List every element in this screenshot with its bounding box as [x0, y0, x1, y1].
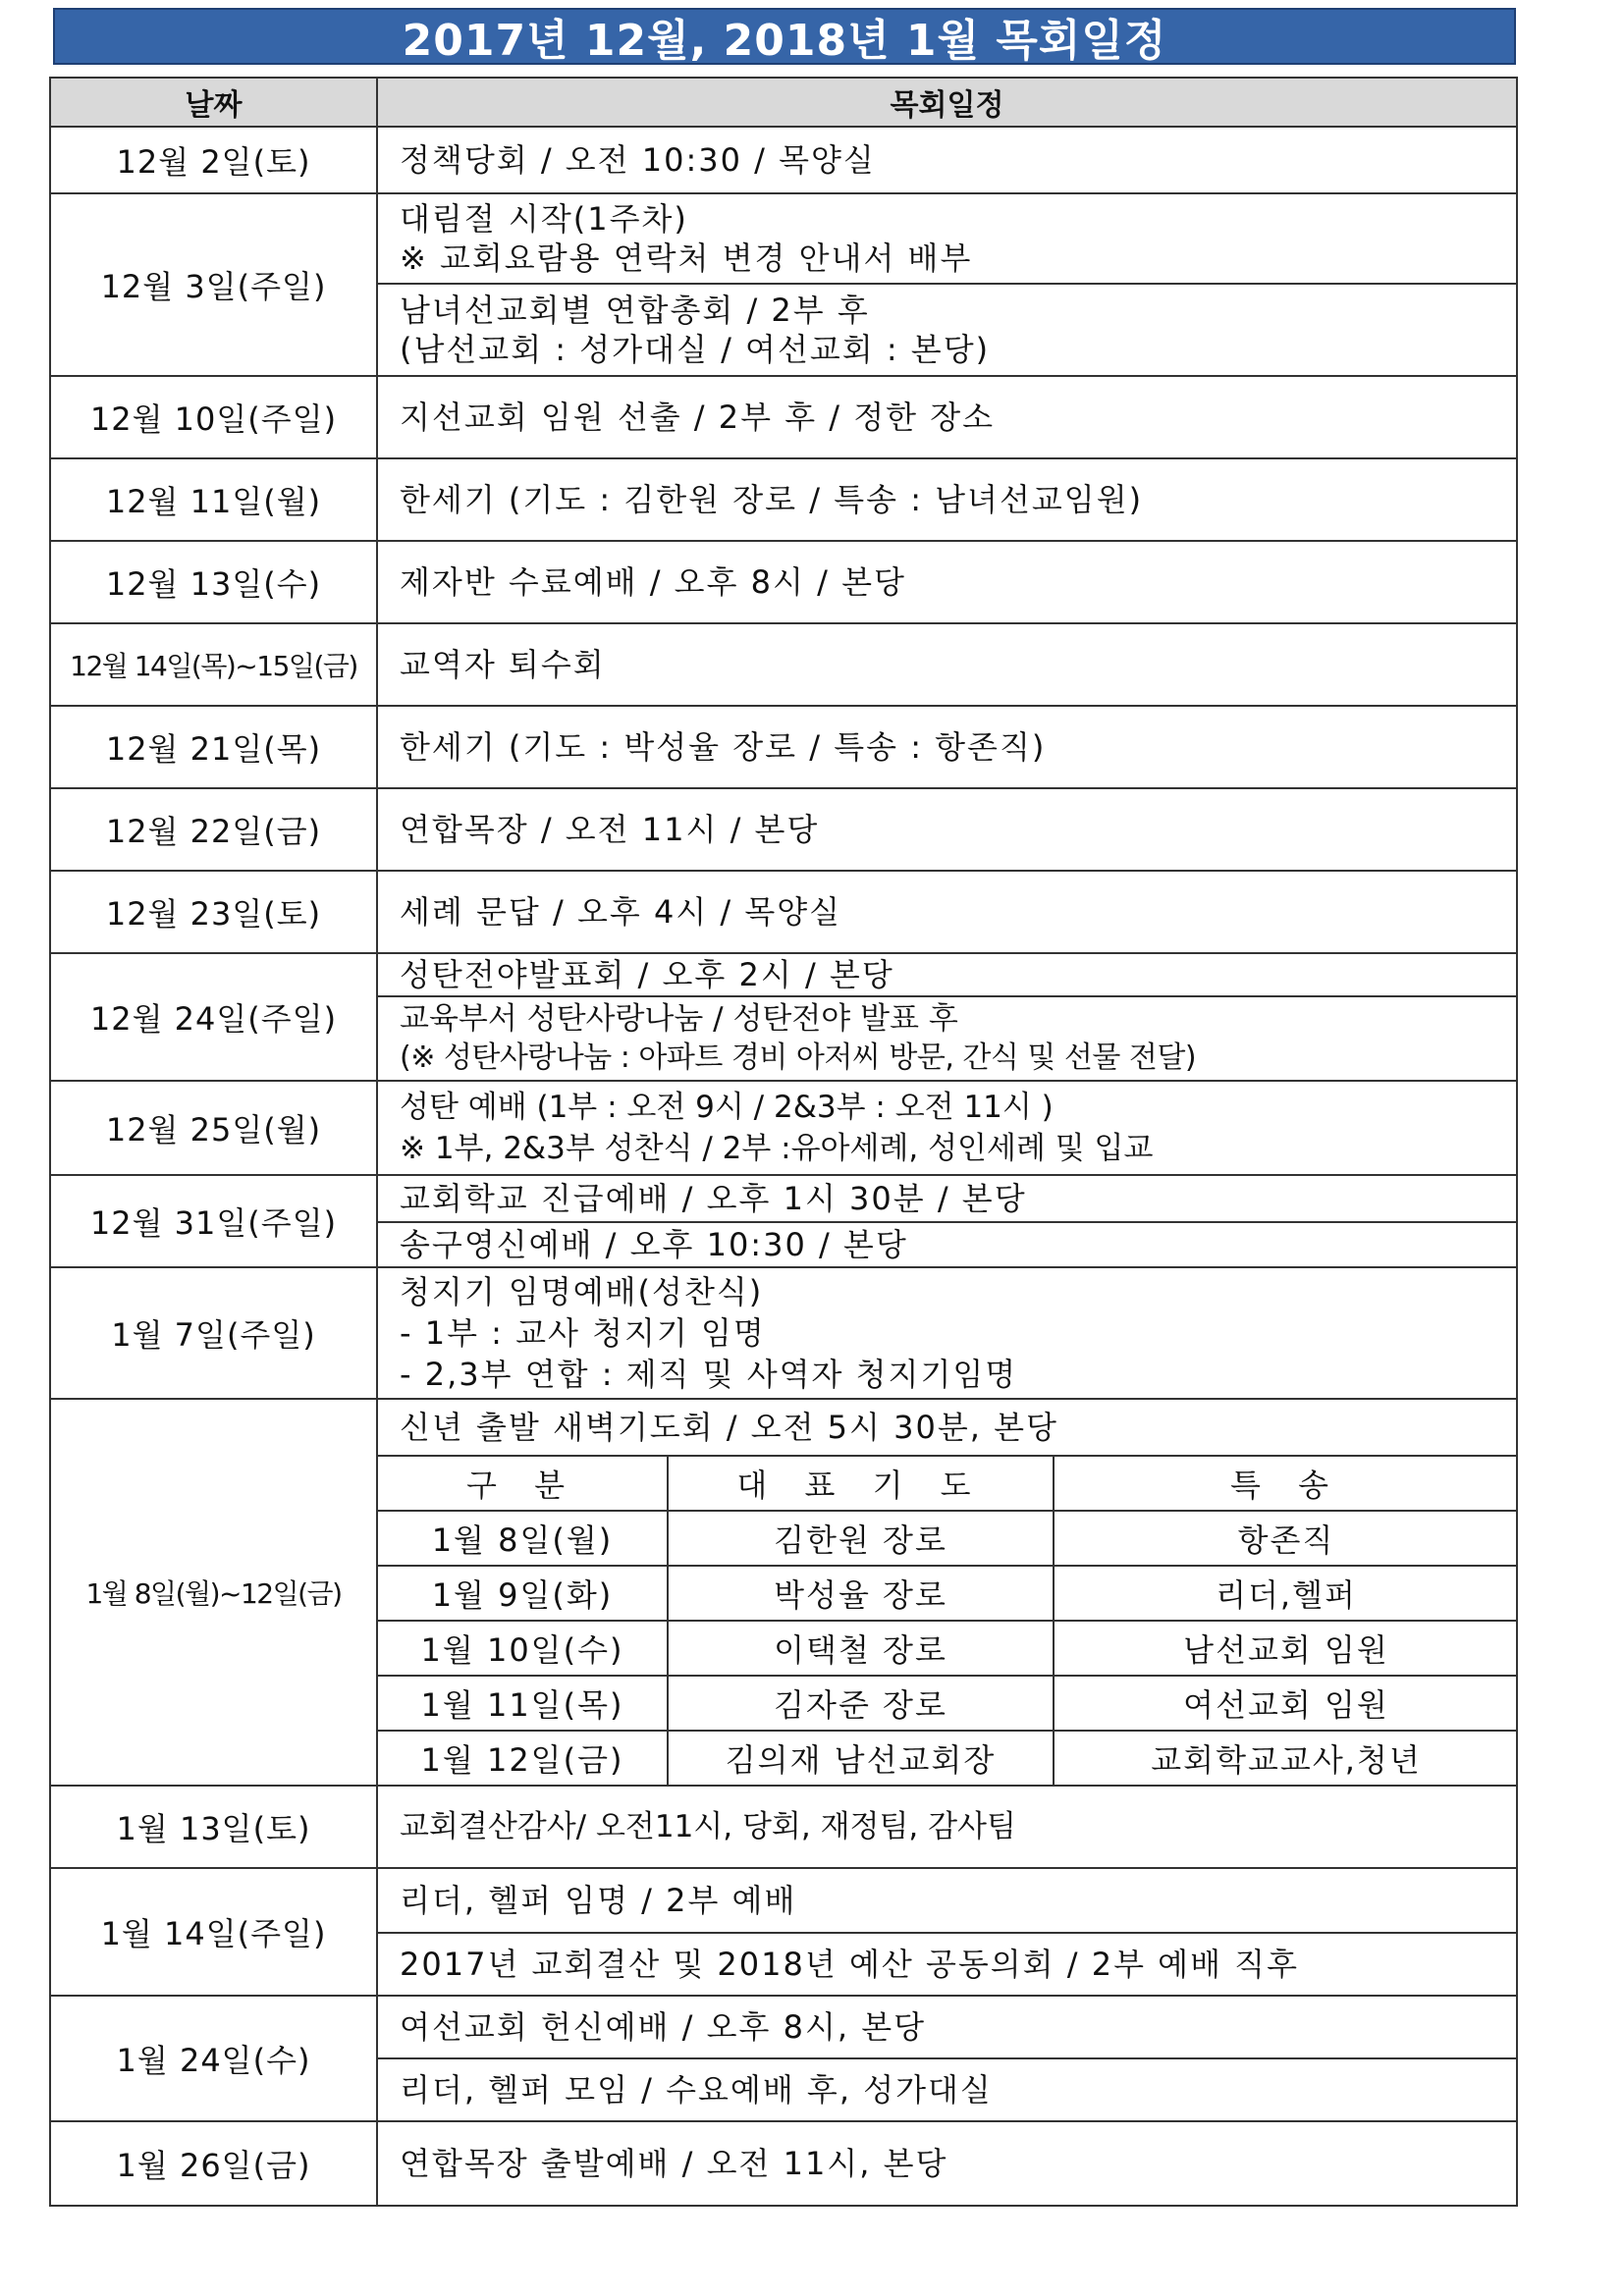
schedule-line: 세례 문답 / 오후 4시 / 목양실 — [400, 893, 842, 931]
date-cell: 12월 23일(토) — [50, 871, 377, 953]
schedule-cell — [377, 458, 1517, 541]
schedule-cell — [377, 788, 1517, 871]
schedule-cell — [377, 953, 1517, 1081]
schedule-line: 리더, 헬퍼 모임 / 수요예배 후, 성가대실 — [400, 2071, 993, 2109]
schedule-column-header: 목회일정 — [377, 78, 1517, 127]
table-row — [50, 1081, 1517, 1175]
date-cell: 12월 21일(목) — [50, 706, 377, 788]
date-cell: 1월 24일(수) — [50, 1996, 377, 2121]
table-row — [50, 376, 1517, 458]
prayer-leader: 박성율 장로 — [668, 1566, 1054, 1621]
schedule-table — [49, 77, 1518, 2207]
schedule-cell — [377, 376, 1517, 458]
table-row — [50, 1267, 1517, 1399]
schedule-segment — [378, 194, 1516, 283]
schedule-line: 한세기 (기도 : 박성율 장로 / 특송 : 항존직) — [400, 728, 1047, 766]
special-song: 교회학교교사,청년 — [1054, 1731, 1518, 1785]
prayer-date: 1월 10일(수) — [378, 1621, 668, 1676]
schedule-segment — [378, 954, 1516, 995]
schedule-line: 송구영신예배 / 오후 10:30 / 본당 — [400, 1226, 908, 1263]
schedule-line: (남선교회 : 성가대실 / 여선교회 : 본당) — [400, 331, 991, 368]
date-cell: 12월 11일(월) — [50, 458, 377, 541]
schedule-line: 지선교회 임원 선출 / 2부 후 / 정한 장소 — [400, 399, 996, 436]
table-row — [50, 706, 1517, 788]
prayer-leader: 김의재 남선교회장 — [668, 1731, 1054, 1785]
schedule-segment — [378, 283, 1516, 375]
schedule-line: 청지기 임명예배(성찬식) — [400, 1273, 764, 1310]
prayer-date: 1월 12일(금) — [378, 1731, 668, 1785]
schedule-cell — [377, 1786, 1517, 1868]
schedule-segment — [378, 995, 1516, 1080]
schedule-line: 연합목장 출발예배 / 오전 11시, 본당 — [400, 2145, 948, 2182]
prayer-leader: 김자준 장로 — [668, 1676, 1054, 1731]
table-row — [50, 458, 1517, 541]
schedule-cell — [377, 1868, 1517, 1996]
prayer-schedule-table — [378, 1455, 1518, 1785]
table-row — [50, 1786, 1517, 1868]
date-cell: 1월 14일(주일) — [50, 1868, 377, 1996]
schedule-line: 신년 출발 새벽기도회 / 오전 5시 30분, 본당 — [400, 1409, 1058, 1446]
schedule-cell — [377, 623, 1517, 706]
schedule-cell — [377, 1267, 1517, 1399]
schedule-line: 남녀선교회별 연합총회 / 2부 후 — [400, 292, 870, 329]
prayer-leader: 이택철 장로 — [668, 1621, 1054, 1676]
schedule-line: - 1부 : 교사 청지기 임명 — [400, 1314, 766, 1352]
table-row — [50, 193, 1517, 376]
date-cell: 12월 25일(월) — [50, 1081, 377, 1175]
schedule-cell — [377, 193, 1517, 376]
header-row — [50, 78, 1517, 127]
schedule-line: 한세기 (기도 : 김한원 장로 / 특송 : 남녀선교임원) — [400, 481, 1144, 518]
page-title: 2017년 12월, 2018년 1월 목회일정 — [402, 16, 1167, 66]
schedule-line: 제자반 수료예배 / 오후 8시 / 본당 — [400, 563, 906, 601]
schedule-line: 교회학교 진급예배 / 오후 1시 30분 / 본당 — [400, 1180, 1027, 1217]
prayer-table-row — [378, 1566, 1518, 1621]
prayer-table-header: 대 표 기 도 — [668, 1456, 1054, 1511]
table-row — [50, 871, 1517, 953]
date-cell: 12월 22일(금) — [50, 788, 377, 871]
schedule-cell — [377, 1996, 1517, 2121]
schedule-line: - 2,3부 연합 : 제직 및 사역자 청지기임명 — [400, 1356, 1018, 1393]
schedule-segment — [378, 1869, 1516, 1932]
title-banner — [53, 8, 1516, 65]
schedule-line: 교회결산감사/ 오전11시, 당회, 재정팀, 감사팀 — [400, 1809, 1016, 1844]
prayer-table-header: 특 송 — [1054, 1456, 1518, 1511]
schedule-cell — [377, 706, 1517, 788]
prayer-table-row — [378, 1511, 1518, 1566]
date-cell: 12월 3일(주일) — [50, 193, 377, 376]
table-row — [50, 127, 1517, 193]
date-cell: 1월 8일(월)~12일(금) — [50, 1399, 377, 1786]
date-cell: 1월 7일(주일) — [50, 1267, 377, 1399]
date-cell: 12월 10일(주일) — [50, 376, 377, 458]
date-cell: 12월 13일(수) — [50, 541, 377, 623]
prayer-table-row — [378, 1731, 1518, 1785]
date-column-header: 날짜 — [50, 78, 377, 127]
table-row — [50, 953, 1517, 1081]
schedule-line: 성탄 예배 (1부 : 오전 9시 / 2&3부 : 오전 11시 ) — [400, 1090, 1054, 1125]
schedule-segment — [378, 1997, 1516, 2057]
date-cell: 12월 2일(토) — [50, 127, 377, 193]
prayer-leader: 김한원 장로 — [668, 1511, 1054, 1566]
schedule-line: 성탄전야발표회 / 오후 2시 / 본당 — [400, 956, 894, 993]
prayer-date: 1월 9일(화) — [378, 1566, 668, 1621]
schedule-segment — [378, 2057, 1516, 2120]
schedule-cell — [377, 541, 1517, 623]
table-row — [50, 1175, 1517, 1267]
table-row — [50, 1399, 1517, 1786]
table-row — [50, 623, 1517, 706]
schedule-line: 여선교회 헌신예배 / 오후 8시, 본당 — [400, 2008, 927, 2046]
schedule-line: 2017년 교회결산 및 2018년 예산 공동의회 / 2부 예배 직후 — [400, 1946, 1299, 1983]
date-cell: 1월 13일(토) — [50, 1786, 377, 1868]
date-cell: 12월 24일(주일) — [50, 953, 377, 1081]
schedule-line: 연합목장 / 오전 11시 / 본당 — [400, 811, 820, 848]
schedule-segment — [378, 1221, 1516, 1266]
prayer-date: 1월 8일(월) — [378, 1511, 668, 1566]
schedule-line: 리더, 헬퍼 임명 / 2부 예배 — [400, 1882, 797, 1919]
table-row — [50, 1868, 1517, 1996]
table-row — [50, 2121, 1517, 2206]
schedule-line: ※ 교회요람용 연락처 변경 안내서 배부 — [400, 240, 973, 277]
schedule-cell — [377, 871, 1517, 953]
special-song: 항존직 — [1054, 1511, 1518, 1566]
schedule-cell — [377, 1081, 1517, 1175]
schedule-segment — [378, 1400, 1516, 1455]
schedule-cell — [377, 1399, 1517, 1786]
special-song: 남선교회 임원 — [1054, 1621, 1518, 1676]
prayer-table-row — [378, 1621, 1518, 1676]
date-cell: 12월 14일(목)~15일(금) — [50, 623, 377, 706]
schedule-line: 대림절 시작(1주차) — [400, 200, 688, 238]
schedule-line: 교역자 퇴수회 — [400, 646, 606, 683]
schedule-cell — [377, 1175, 1517, 1267]
prayer-table-header-row — [378, 1456, 1518, 1511]
table-row — [50, 788, 1517, 871]
schedule-segment — [378, 1176, 1516, 1221]
date-cell: 12월 31일(주일) — [50, 1175, 377, 1267]
date-cell: 1월 26일(금) — [50, 2121, 377, 2206]
schedule-cell — [377, 2121, 1517, 2206]
special-song: 리더,헬퍼 — [1054, 1566, 1518, 1621]
prayer-table-header: 구 분 — [378, 1456, 668, 1511]
schedule-line: ※ 1부, 2&3부 성찬식 / 2부 :유아세례, 성인세례 및 입교 — [400, 1131, 1154, 1166]
special-song: 여선교회 임원 — [1054, 1676, 1518, 1731]
schedule-line: 교육부서 성탄사랑나눔 / 성탄전야 발표 후 — [400, 1001, 958, 1037]
schedule-cell — [377, 127, 1517, 193]
prayer-date: 1월 11일(목) — [378, 1676, 668, 1731]
schedule-line: (※ 성탄사랑나눔 : 아파트 경비 아저씨 방문, 간식 및 선물 전달) — [400, 1041, 1197, 1075]
schedule-segment — [378, 1932, 1516, 1995]
table-row — [50, 541, 1517, 623]
table-row — [50, 1996, 1517, 2121]
prayer-table-row — [378, 1676, 1518, 1731]
schedule-line: 정책당회 / 오전 10:30 / 목양실 — [400, 141, 876, 179]
